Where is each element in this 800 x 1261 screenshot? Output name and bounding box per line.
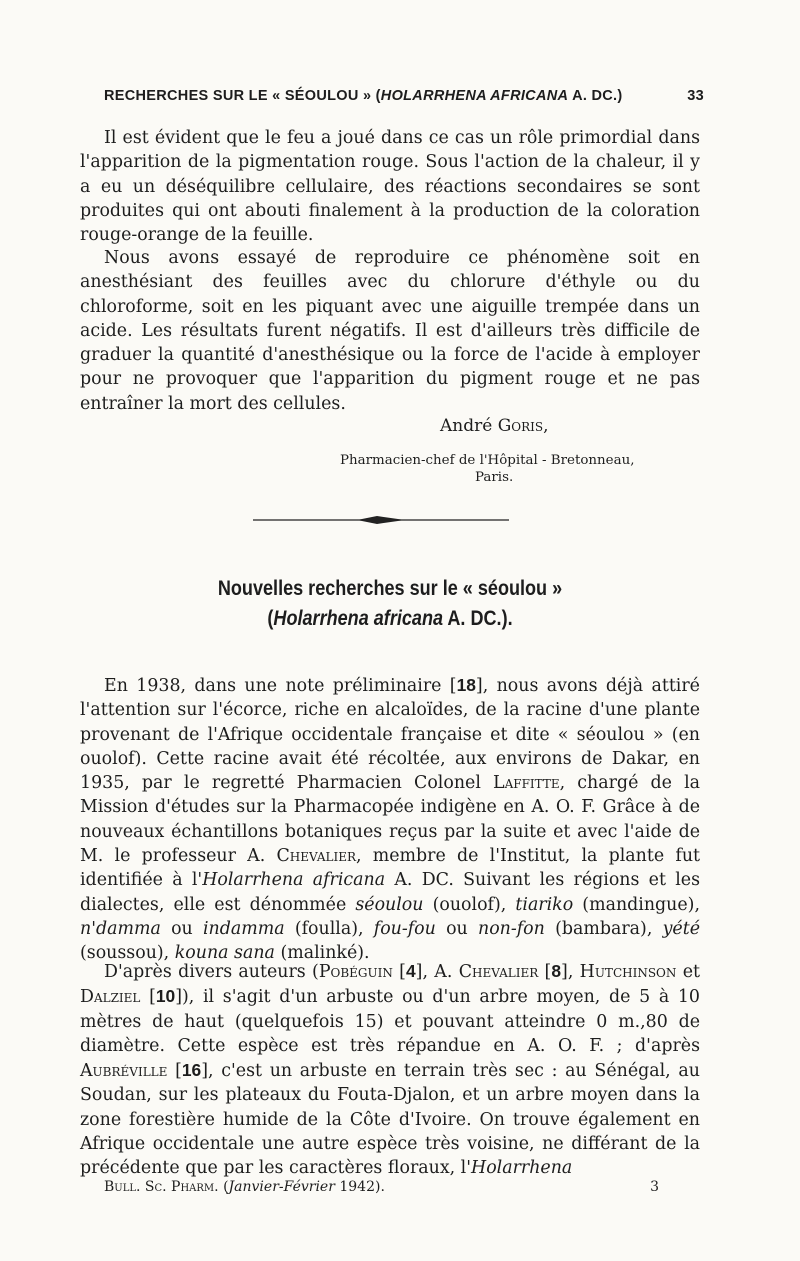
sheet-number: 3 [650, 1179, 659, 1195]
article-title [123, 574, 656, 634]
running-title: RECHERCHES SUR LE « SÉOULOU » (HOLARRHENA AFRICANA A. DC.) [104, 88, 623, 104]
author-affiliation [340, 452, 634, 486]
author-signature: André Goris, [440, 416, 549, 436]
citation-ref: 4 [405, 961, 416, 981]
title-line-2: (Holarrhena africana A. DC.). [267, 607, 513, 630]
paragraph-anesthesia-experiment: Nous avons essayé de reproduire ce phénomène soit en anesthésiant des feuilles avec du chlorure d'éthyle ou du chloroforme, soit en les piquant avec une aiguille trempée dans un acide. Les résultats furent négatifs. Il est d'ailleurs très difficile de graduer la quantité d'anesthésique ou la force de l'acide à employer pour ne provoquer que l'apparition du pigment rouge et ne pas entraîner la mort des cellules. [80, 248, 700, 414]
citation-ref: 18 [456, 675, 476, 695]
paragraph-botanical-description: D'après divers auteurs (Pobéguin [4], A. Chevalier [8], Hutchinson et Dalziel [10]), il s'agit d'un arbuste ou d'un arbre moyen, de 5 à 10 mètres de haut (quelquefois 15) et pouvant atteindre 0 m.,80 de diamètre. Cette espèce est très répandue en A. O. F. ; d'après Aubréville [16], c'est un arbuste en terrain très sec : au Sénégal, au Soudan, sur les plateaux du Fouta-Djalon, et un arbre moyen dans la zone forestière humide de la Côte d'Ivoire. On trouve également en Afrique occidentale une autre espèce très voisine, ne différant de la précédente que par les caractères floraux, l'Holarrhena [80, 961, 700, 1179]
paragraph-introduction: En 1938, dans une note préliminaire [18], nous avons déjà attiré l'attention sur l'écorce, riche en alcaloïdes, de la racine d'une plante provenant de l'Afrique occidentale française et dite « séoulou » (en ouolof). Cette racine avait été récoltée, aux environs de Dakar, en 1935, par le regretté Pharmacien Colonel Laffitte, chargé de la Mission d'études sur la Pharmacopée indigène en A. O. F. Grâce à de nouveaux échantillons botaniques reçus par la suite et avec l'aide de M. le professeur A. Chevalier, membre de l'Institut, la plante fut identifiée à l'Holarrhena africana A. DC. Suivant les régions et les dialectes, elle est dénommée séoulou (ouolof), tiariko (mandingue), n'damma ou indamma (foulla), fou-fou ou non-fon (bambara), yété (soussou), kouna sana (malinké). [80, 675, 701, 964]
section-separator [253, 514, 509, 526]
affiliation-institution: Pharmacien-chef de l'Hôpital - Bretonneau, [340, 453, 635, 468]
citation-ref: 8 [551, 961, 562, 981]
citation-ref: 16 [181, 1060, 202, 1081]
running-header [104, 88, 704, 104]
page-footer [104, 1179, 659, 1195]
paragraph-fire-pigmentation: Il est évident que le feu a joué dans ce cas un rôle primordial dans l'apparition de la pigmentation rouge. Sous l'action de la chaleur, il y a eu un déséquilibre cellulaire, des réactions secondaires se sont produites qui ont abouti finalement à la production de la coloration rouge-orange de la feuille. [80, 128, 700, 246]
page-number: 33 [687, 88, 704, 104]
affiliation-city: Paris. [475, 470, 514, 485]
citation-ref: 10 [155, 986, 176, 1007]
journal-citation: Bull. Sc. Pharm. (Janvier-Février 1942). [104, 1179, 385, 1195]
title-line-1: Nouvelles recherches sur le « séoulou » [217, 577, 563, 600]
